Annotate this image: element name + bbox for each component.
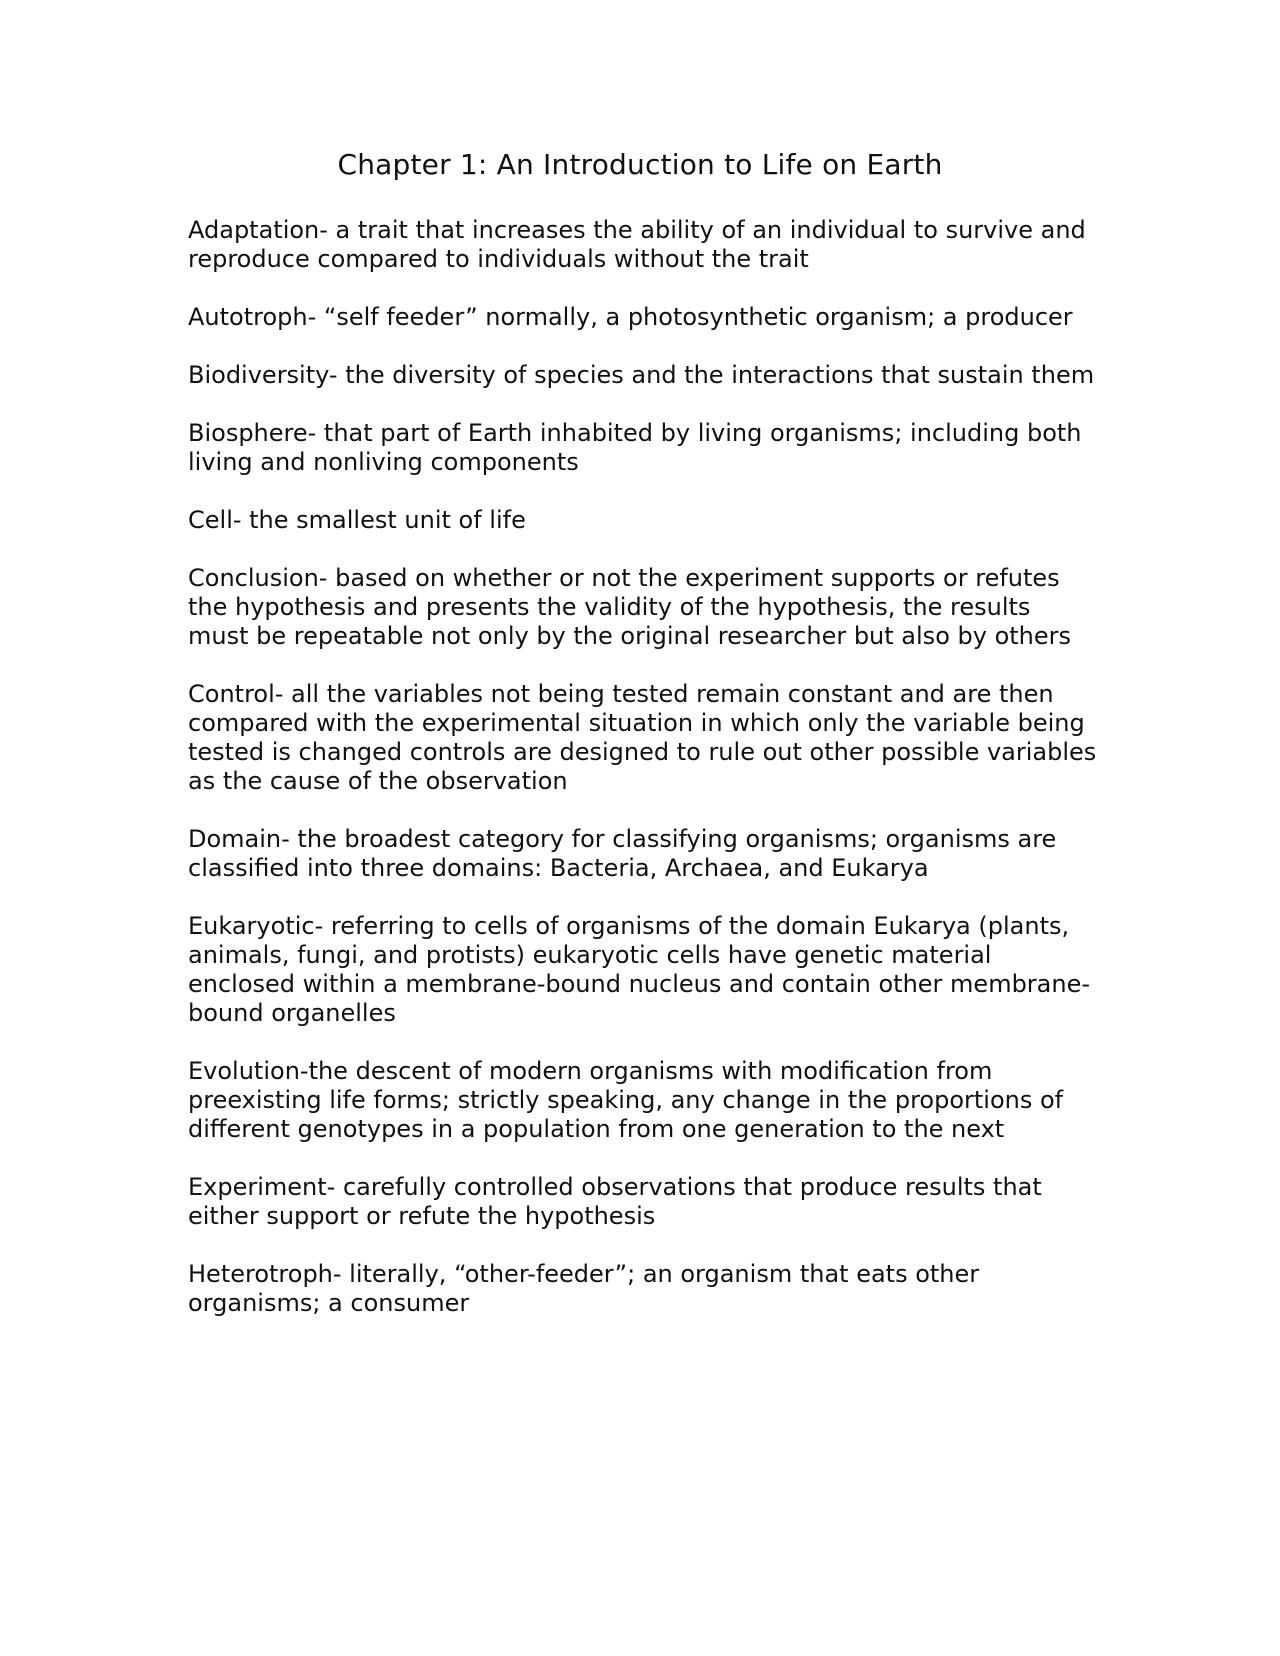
glossary-list [188,216,1098,1347]
glossary-entry: Biosphere- that part of Earth inhabited by living organisms; including both living and nonliving components [188,419,1082,476]
glossary-entry: Adaptation- a trait that increases the ability of an individual to survive and reproduce compared to individuals without the trait [188,216,1086,273]
glossary-entry: Biodiversity- the diversity of species and the interactions that sustain them [188,361,1095,389]
glossary-entry: Experiment- carefully controlled observations that produce results that either support or refute the hypothesis [188,1173,1042,1230]
glossary-entry: Eukaryotic- referring to cells of organisms of the domain Eukarya (plants, animals, fungi, and protists) eukaryotic cells have genetic material enclosed within a membrane-bound nucleus and contain other membrane-bound organelles [188,912,1091,1027]
glossary-entry: Domain- the broadest category for classifying organisms; organisms are classified into three domains: Bacteria, Archaea, and Eukarya [188,825,1057,882]
glossary-entry: Conclusion- based on whether or not the experiment supports or refutes the hypothesis and presents the validity of the hypothesis, the results must be repeatable not only by the original researcher but also by others [188,564,1072,650]
glossary-entry: Control- all the variables not being tested remain constant and are then compared with the experimental situation in which only the variable being tested is changed controls are designed to rule out other possible variables as the cause of the observation [188,680,1097,795]
page-title: Chapter 1: An Introduction to Life on Earth [337,148,943,181]
glossary-entry: Heterotroph- literally, “other-feeder”; an organism that eats other organisms; a consumer [188,1260,980,1317]
glossary-entry: Cell- the smallest unit of life [188,506,526,534]
glossary-entry: Autotroph- “self feeder” normally, a photosynthetic organism; a producer [188,303,1073,331]
glossary-entry: Evolution-the descent of modern organisms with modification from preexisting life forms; strictly speaking, any change in the proportions of different genotypes in a population from one generation to the next [188,1057,1064,1143]
